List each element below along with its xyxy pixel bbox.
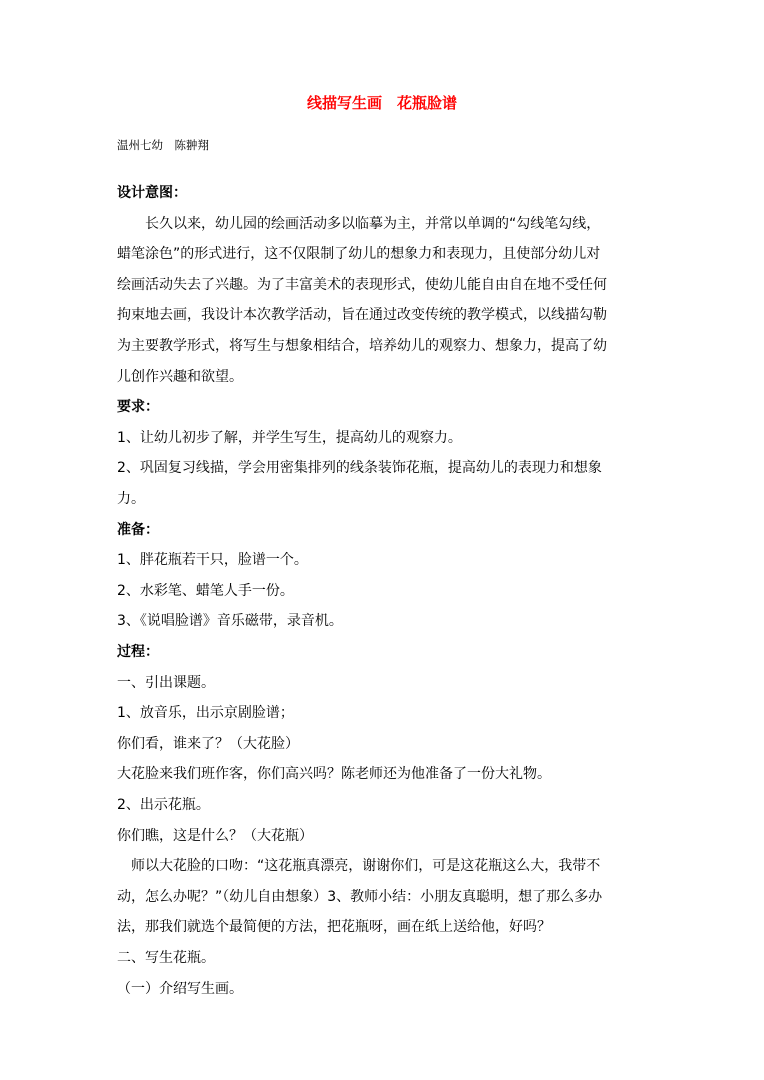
body-text-line: 蜡笔涂色”的形式进行，这不仅限制了幼儿的想象力和表现力，且使部分幼儿对 (117, 246, 601, 263)
body-text-line: 绘画活动失去了兴趣。为了丰富美术的表现形式，使幼儿能自由自在地不受任何 (117, 276, 607, 293)
section-heading: 要求： (117, 399, 159, 416)
body-text-line: 二、写生花瓶。 (117, 950, 215, 966)
section-heading: 设计意图： (117, 185, 187, 201)
body-text-line: （一）介绍写生画。 (117, 980, 243, 997)
body-text-line: 一、引出课题。 (117, 674, 215, 691)
section-heading: 准备： (117, 521, 159, 538)
author-line: 温州七幼 陈翀翔 (117, 138, 209, 152)
body-text-line: 拘束地去画，我设计本次教学活动，旨在通过改变传统的教学模式，以线描勾勒 (117, 307, 607, 324)
body-text-line: 师以大花脸的口吻：“这花瓶真漂亮，谢谢你们，可是这花瓶这么大，我带不 (117, 858, 601, 875)
body-text-line: 2、巩固复习线描，学会用密集排列的线条装饰花瓶，提高幼儿的表现力和想象 (117, 460, 602, 477)
body-text-line: 2、水彩笔、蜡笔人手一份。 (117, 582, 294, 599)
body-text-line: 1、让幼儿初步了解，并学生写生，提高幼儿的观察力。 (117, 429, 462, 446)
section-heading: 过程： (117, 644, 159, 660)
body-text-line: 大花脸来我们班作客，你们高兴吗？陈老师还为他准备了一份大礼物。 (117, 766, 551, 783)
body-text-line: 长久以来，幼儿园的绘画活动多以临摹为主，并常以单调的“勾线笔勾线， (117, 215, 601, 232)
body-text-line: 儿创作兴趣和欲望。 (117, 368, 243, 385)
body-text-line: 动，怎么办呢？”（幼儿自由想象）3、教师小结：小朋友真聪明，想了那么多办 (117, 888, 603, 905)
document-title: 线描写生画 花瓶脸谱 (306, 94, 457, 112)
body-text-line: 你们看，谁来了？（大花脸） (117, 735, 299, 752)
body-text-line: 为主要教学形式，将写生与想象相结合，培养幼儿的观察力、想象力，提高了幼 (117, 338, 607, 354)
body-text-line: 3、《说唱脸谱》音乐磁带，录音机。 (117, 613, 343, 630)
body-text-line: 法，那我们就选个最简便的方法，把花瓶呀，画在纸上送给他，好吗？ (117, 919, 551, 936)
body-text-line: 你们瞧，这是什么？（大花瓶） (117, 827, 313, 844)
body-text-line: 力。 (117, 491, 145, 507)
body-text-line: 2、出示花瓶。 (117, 797, 210, 813)
body-text-line: 1、放音乐，出示京剧脸谱； (117, 705, 294, 722)
body-text-line: 1、胖花瓶若干只，脸谱一个。 (117, 552, 308, 569)
